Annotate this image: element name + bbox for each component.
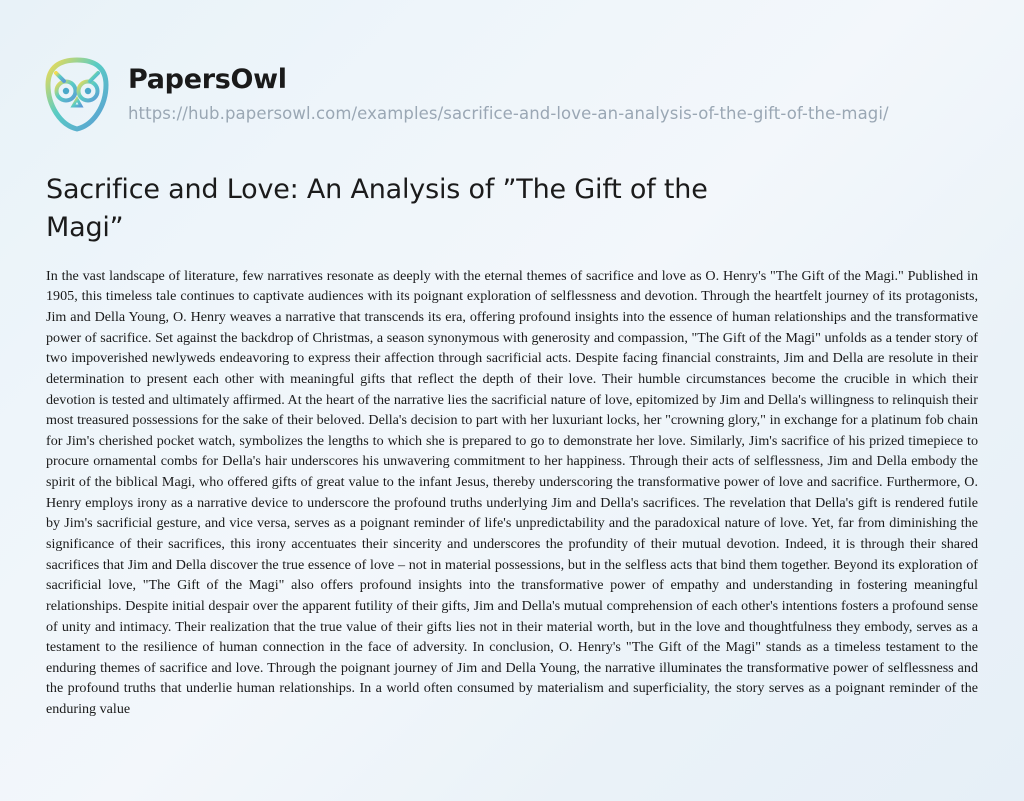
owl-logo-icon (38, 55, 116, 133)
brand-name: PapersOwl (128, 64, 287, 96)
page-title: Sacrifice and Love: An Analysis of ”The Gift of the Magi” (46, 174, 708, 244)
site-header (0, 0, 1024, 133)
header-text-block (128, 65, 889, 123)
document-content (0, 171, 1024, 720)
page-url[interactable]: https://hub.papersowl.com/examples/sacrifice-and-love-an-analysis-of-the-gift-of-the-magi/ (128, 103, 889, 123)
document-body: In the vast landscape of literature, few narratives resonate as deeply with the eternal themes of sacrifice and love as O. Henry's "The Gift of the Magi." Published in 1905, this timeless tale continues to captivate audiences with its poignant exploration of selflessness and devotion. Through the heartfelt journey of its protagonists, Jim and Della Young, O. Henry weaves a narrative that transcends its era, offering profound insights into the essence of human relationships and the transformative power of sacrifice. Set against the backdrop of Christmas, a season synonymous with generosity and compassion, "The Gift of the Magi" unfolds as a tender story of two impoverished newlyweds endeavoring to express their affection through sacrificial acts. Despite facing financial constraints, Jim and Della are resolute in their determination to present each other with meaningful gifts that reflect the depth of their love. Their humble circumstances become the crucible in which their devotion is tested and ultimately affirmed. At the heart of the narrative lies the sacrificial nature of love, epitomized by Jim and Della's willingness to relinquish their most treasured possessions for the sake of their beloved. Della's decision to part with her luxuriant locks, her "crowning glory," in exchange for a platinum fob chain for Jim's cherished pocket watch, symbolizes the lengths to which she is prepared to go to demonstrate her love. Similarly, Jim's sacrifice of his prized timepiece to procure ornamental combs for Della's hair underscores his unwavering commitment to her happiness. Through their acts of selflessness, Jim and Della embody the spirit of the biblical Magi, who offered gifts of great value to the infant Jesus, thereby underscoring the transformative power of love and sacrifice. Furthermore, O. Henry employs irony as a narrative device to underscore the profound truths underlying Jim and Della's sacrifices. The revelation that Della's gift is rendered futile by Jim's sacrificial gesture, and vice versa, serves as a poignant reminder of life's unpredictability and the paradoxical nature of love. Yet, far from diminishing the significance of their sacrifices, this irony accentuates their sincerity and underscores the profundity of their mutual devotion. Indeed, it is through their shared sacrifices that Jim and Della discover the true essence of love – not in material possessions, but in the selfless acts that bind them together. Beyond its exploration of sacrificial love, "The Gift of the Magi" also offers profound insights into the transformative power of empathy and understanding in fostering meaningful relationships. Despite initial despair over the apparent futility of their gifts, Jim and Della's mutual comprehension of each other's intentions fosters a profound sense of unity and intimacy. Their realization that the true value of their gifts lies not in their material worth, but in the love and thoughtfulness they embody, serves as a testament to the resilience of human connection in the face of adversity. In conclusion, O. Henry's "The Gift of the Magi" stands as a timeless testament to the enduring themes of sacrifice and love. Through the poignant journey of Jim and Della Young, the narrative illuminates the transformative power of selflessness and the profound truths that underlie human relationships. In a world often consumed by materialism and superficiality, the story serves as a poignant reminder of the enduring value (46, 267, 978, 718)
